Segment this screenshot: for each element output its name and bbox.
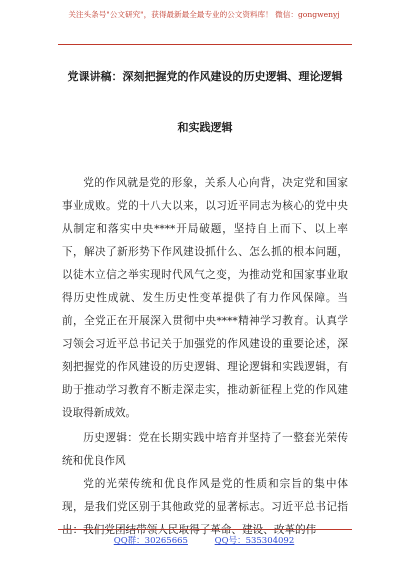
document-title-line2: 和实践逻辑: [177, 121, 233, 134]
footer-divider: [58, 529, 352, 530]
qq-number-link[interactable]: QQ号：535304092: [214, 536, 295, 546]
document-body: [62, 172, 348, 542]
section-heading: 历史逻辑：党在长期实践中培育并坚持了一整套光荣传统和优良作风: [62, 432, 348, 467]
header-banner: 关注头条号"公文研究"，获得最新最全最专业的公文资料库！ 微信：gongwenyj: [68, 10, 340, 19]
body-paragraph: 党的光荣传统和优良作风是党的性质和宗旨的集中体现，是我们党区别于其他政党的显著标志。习近平总书记指出：我们党团结带领人民取得了革命、建设、改革的伟: [62, 478, 348, 536]
header-divider: [58, 44, 352, 45]
page-header: [0, 10, 408, 58]
qq-group-link[interactable]: QQ群：30265665: [113, 536, 188, 546]
page-footer: [0, 534, 408, 546]
body-paragraph: 党的作风就是党的形象，关系人心向背，决定党和国家事业成败。党的十八大以来，以习近平同志为核心的党中央从制定和落实中央****开局破题，坚持自上而下、以上率下，解决了新形势下作风建设抓什么、怎么抓的根本问题，以徒木立信之举实现时代风气之变，为推动党和国家事业取得历史性成就、发生历史性变革提供了有力作风保障。当前，全党正在开展深入贯彻中央****精神学习教育。认真学习领会习近平总书记关于加强党的作风建设的重要论述，深刻把握党的作风建设的历史逻辑、理论逻辑和实践逻辑，有助于推动学习教育不断走深走实，推动新征程上党的作风建设取得新成效。: [62, 177, 348, 419]
document-title-line1: 党课讲稿：深刻把握党的作风建设的历史逻辑、理论逻辑: [67, 70, 343, 83]
